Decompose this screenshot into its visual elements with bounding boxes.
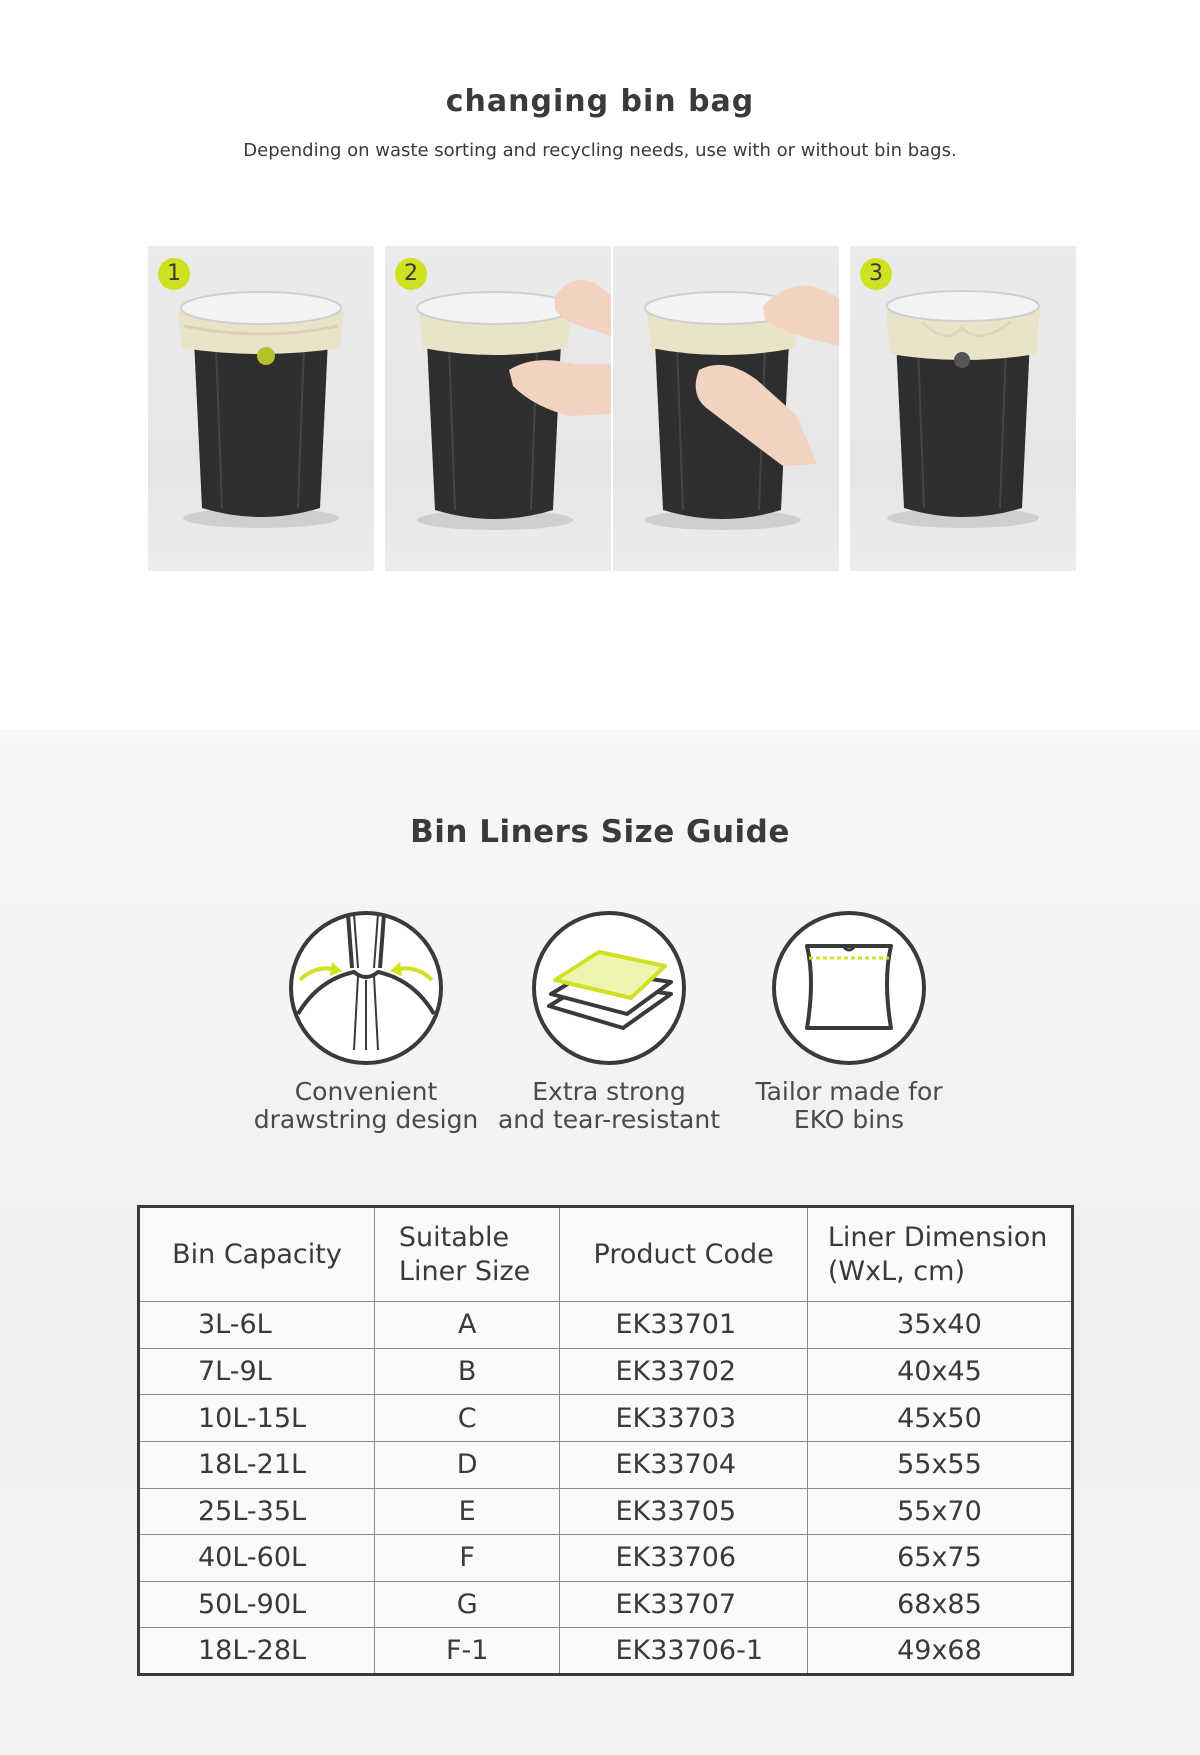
step-2b-panel (613, 246, 839, 571)
header-line: (WxL, cm) (827, 1255, 965, 1287)
header-line: Liner Size (398, 1255, 531, 1287)
cell-capacity: 18L-28L (139, 1628, 375, 1675)
cell-size: F (374, 1535, 560, 1582)
header-line: Liner Dimension (827, 1221, 1048, 1253)
table-row (139, 1488, 1073, 1535)
bin-liner-fitted-image (850, 246, 1076, 571)
step-number-badge: 3 (860, 258, 892, 290)
cell-dimension: 55x70 (807, 1488, 1072, 1535)
section-subtitle: Depending on waste sorting and recycling needs, use with or without bin bags. (243, 140, 957, 161)
feature-label-line: Convenient (294, 1077, 438, 1106)
cell-dimension: 45x50 (807, 1395, 1072, 1442)
header-bin-capacity: Bin Capacity (139, 1207, 375, 1302)
table-row (139, 1395, 1073, 1442)
cell-code: EK33703 (560, 1395, 807, 1442)
drawstring-icon (288, 910, 444, 1066)
cell-dimension: 68x85 (807, 1581, 1072, 1628)
bin-with-liner-image (148, 246, 374, 571)
table-row (139, 1441, 1073, 1488)
cell-dimension: 40x45 (807, 1348, 1072, 1395)
cell-capacity: 25L-35L (139, 1488, 375, 1535)
table-row (139, 1348, 1073, 1395)
feature-label-line: EKO bins (793, 1105, 905, 1134)
cell-dimension: 49x68 (807, 1628, 1072, 1675)
header-product-code: Product Code (560, 1207, 807, 1302)
cell-capacity: 7L-9L (139, 1348, 375, 1395)
cell-dimension: 55x55 (807, 1441, 1072, 1488)
liner-bag-icon (771, 910, 927, 1066)
cell-dimension: 35x40 (807, 1302, 1072, 1349)
table-header-row (139, 1207, 1073, 1302)
cell-code: EK33702 (560, 1348, 807, 1395)
cell-capacity: 40L-60L (139, 1535, 375, 1582)
feature-label (251, 1078, 481, 1134)
cell-capacity: 3L-6L (139, 1302, 375, 1349)
table-row (139, 1302, 1073, 1349)
header-liner-size (374, 1207, 560, 1302)
cell-code: EK33701 (560, 1302, 807, 1349)
step-3-panel (850, 246, 1076, 571)
cell-capacity: 50L-90L (139, 1581, 375, 1628)
cell-capacity: 10L-15L (139, 1395, 375, 1442)
feature-label-line: and tear-resistant (497, 1105, 721, 1134)
cell-size: D (374, 1441, 560, 1488)
step-1-panel (148, 246, 374, 571)
feature-label-line: drawstring design (253, 1105, 479, 1134)
table-row (139, 1581, 1073, 1628)
step-number-badge: 1 (158, 258, 190, 290)
section-title: changing bin bag (445, 84, 755, 119)
cell-code: EK33704 (560, 1441, 807, 1488)
cell-code: EK33706-1 (560, 1628, 807, 1675)
cell-capacity: 18L-21L (139, 1441, 375, 1488)
changing-bin-bag-section (0, 0, 1200, 730)
feature-drawstring (251, 910, 481, 1134)
cell-size: C (374, 1395, 560, 1442)
size-table (137, 1205, 1074, 1676)
cell-size: E (374, 1488, 560, 1535)
cell-size: A (374, 1302, 560, 1349)
cell-code: EK33706 (560, 1535, 807, 1582)
header-liner-dimension (807, 1207, 1072, 1302)
cell-size: F-1 (374, 1628, 560, 1675)
table-row (139, 1628, 1073, 1675)
feature-label (734, 1078, 964, 1134)
size-guide-section (0, 730, 1200, 1755)
hands-pulling-drawstring-image (613, 246, 839, 571)
header-line: Suitable (398, 1221, 510, 1253)
cell-size: B (374, 1348, 560, 1395)
step-2-panel (385, 246, 611, 571)
cell-dimension: 65x75 (807, 1535, 1072, 1582)
feature-label-line: Extra strong (532, 1077, 686, 1106)
feature-tailor-made (734, 910, 964, 1134)
hands-tucking-liner-image (385, 246, 611, 571)
feature-extra-strong (494, 910, 724, 1134)
cell-code: EK33707 (560, 1581, 807, 1628)
step-number-badge: 2 (395, 258, 427, 290)
cell-size: G (374, 1581, 560, 1628)
feature-label-line: Tailor made for (755, 1077, 943, 1106)
cell-code: EK33705 (560, 1488, 807, 1535)
guide-title: Bin Liners Size Guide (410, 814, 790, 850)
table-row (139, 1535, 1073, 1582)
layered-sheets-icon (531, 910, 687, 1066)
feature-label (494, 1078, 724, 1134)
